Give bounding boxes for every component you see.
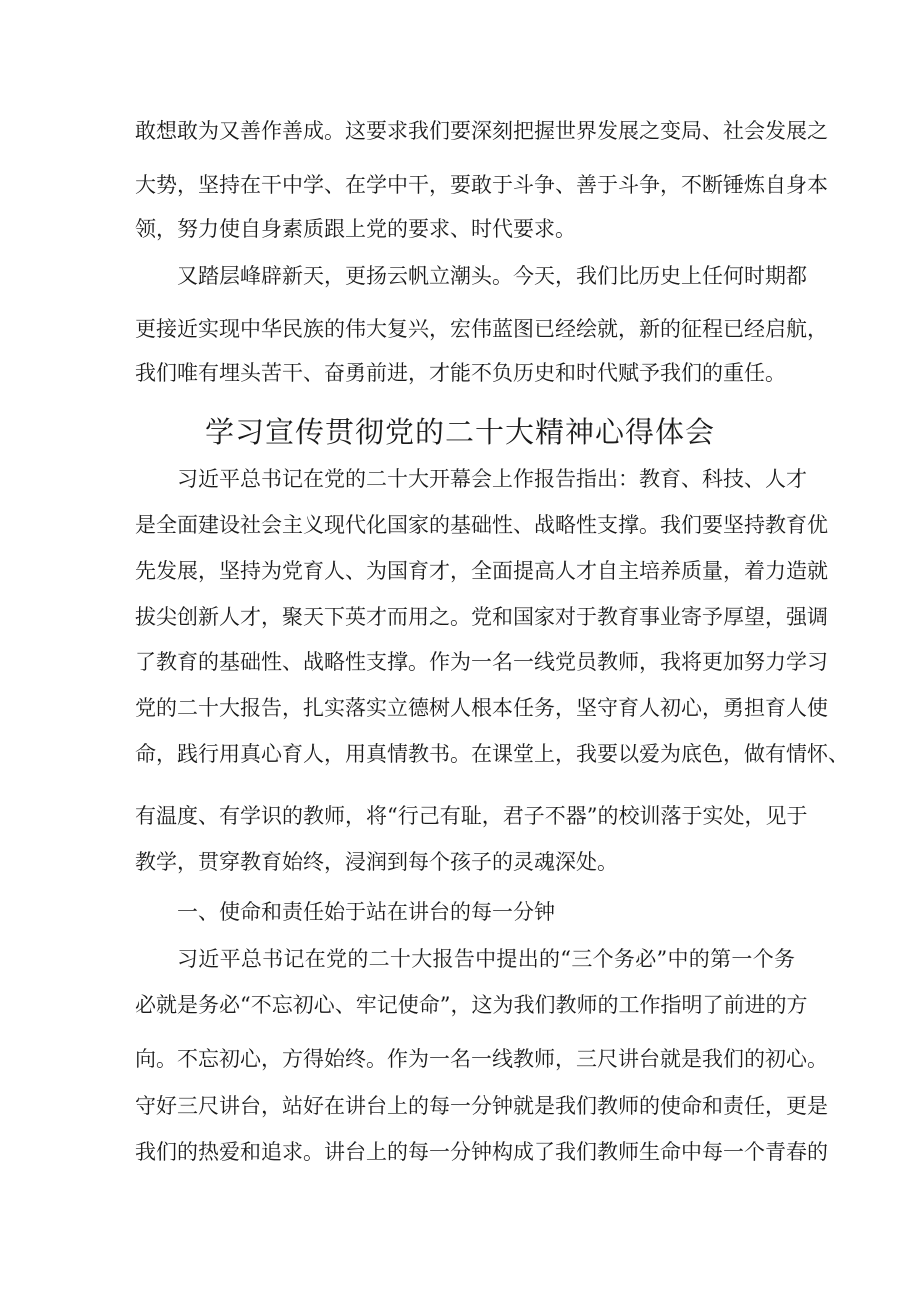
text-line: 守好三尺讲台，站好在讲台上的每一分钟就是我们教师的使命和责任，更是 — [135, 1094, 828, 1118]
text-line: 领，努力使自身素质跟上党的要求、时代要求。 — [135, 217, 576, 241]
text-line: 拔尖创新人才，聚天下英才而用之。党和国家对于教育事业寄予厚望，强调 — [135, 605, 828, 629]
text-line: 有温度、有学识的教师，将“行己有耻，君子不器”的校训落于实处，见于 — [135, 804, 808, 828]
subheading: 一、使命和责任始于站在讲台的每一分钟 — [177, 900, 555, 924]
text-line: 更接近实现中华民族的伟大复兴，宏伟蓝图已经绘就，新的征程已经启航， — [135, 317, 828, 341]
text-line: 习近平总书记在党的二十大开幕会上作报告指出：教育、科技、人才 — [177, 467, 807, 491]
text-line: 必就是务必“不忘初心、牢记使命”，这为我们教师的工作指明了前进的方 — [135, 993, 808, 1017]
text-line: 我们唯有埋头苦干、奋勇前进，才能不负历史和时代赋予我们的重任。 — [135, 361, 786, 385]
text-line: 教学，贯穿教育始终，浸润到每个孩子的灵魂深处。 — [135, 850, 618, 874]
text-line: 又踏层峰辟新天，更扬云帆立潮头。今天，我们比历史上任何时期都 — [177, 264, 807, 288]
text-line: 是全面建设社会主义现代化国家的基础性、战略性支撑。我们要坚持教育优 — [135, 513, 828, 537]
text-line: 命，践行用真心育人，用真情教书。在课堂上，我要以爱为底色，做有情怀、 — [135, 742, 849, 766]
text-line: 党的二十大报告，扎实落实立德树人根本任务，坚守育人初心，勇担育人使 — [135, 696, 828, 720]
text-line: 先发展，坚持为党育人、为国育才，全面提高人才自主培养质量，着力造就 — [135, 559, 828, 583]
text-line: 习近平总书记在党的二十大报告中提出的“三个务必”中的第一个务 — [177, 947, 795, 971]
text-line: 向。不忘初心，方得始终。作为一名一线教师，三尺讲台就是我们的初心。 — [135, 1047, 828, 1071]
text-line: 大势，坚持在干中学、在学中干，要敢于斗争、善于斗争，不断锤炼自身本 — [135, 173, 828, 197]
text-line: 了教育的基础性、战略性支撑。作为一名一线党员教师，我将更加努力学习 — [135, 650, 828, 674]
text-line: 我们的热爱和追求。讲台上的每一分钟构成了我们教师生命中每一个青春的 — [135, 1140, 828, 1164]
text-line: 敢想敢为又善作善成。这要求我们要深刻把握世界发展之变局、社会发展之 — [135, 119, 828, 143]
section-title: 学习宣传贯彻党的二十大精神心得体会 — [204, 415, 715, 449]
